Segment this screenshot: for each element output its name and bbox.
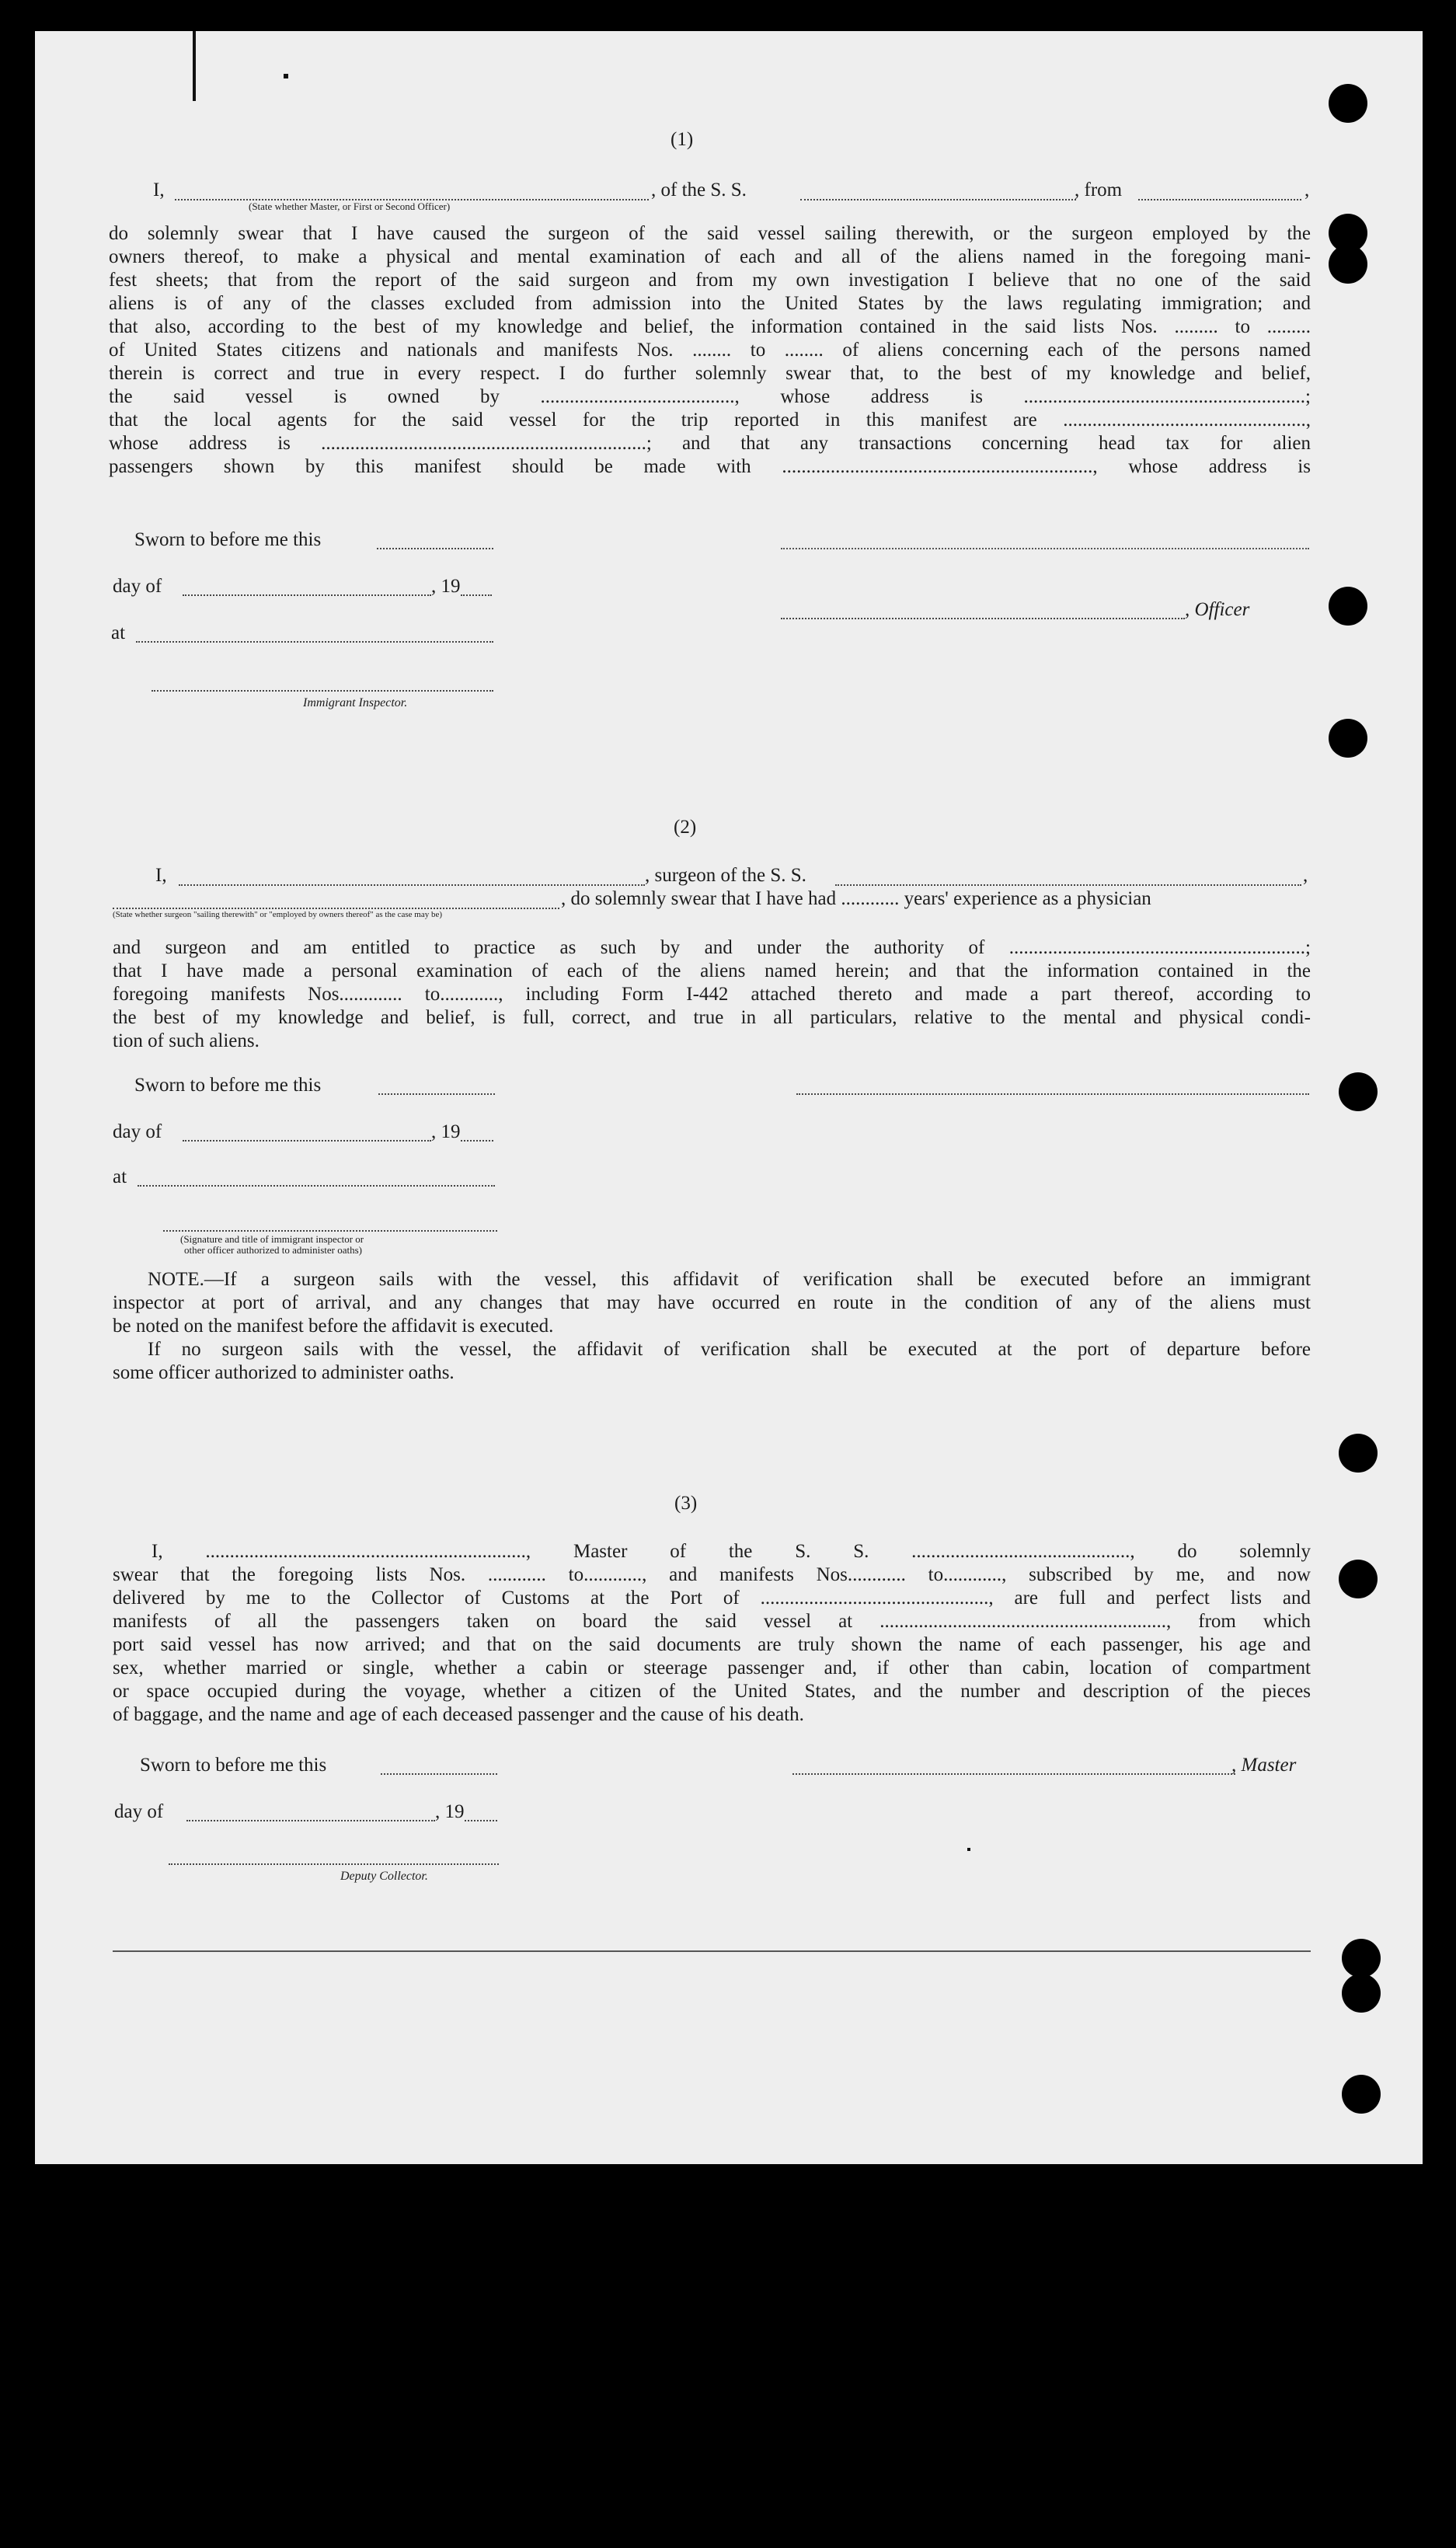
s2-sworn-label: Sworn to before me this <box>134 1075 322 1096</box>
punch-hole <box>1342 1974 1381 2013</box>
s2-at-label: at <box>113 1166 127 1187</box>
s1-line: whose address is ...................................................................; and that any transactions concerning head tax for alien <box>109 433 1311 454</box>
s1-i-label: I, <box>153 180 165 200</box>
punch-hole <box>1329 719 1367 758</box>
s2-line: the best of my knowledge and belief, is full, correct, and true in all particulars, relative to the mental and physical condi- <box>113 1007 1311 1028</box>
bottom-rule <box>113 1950 1311 1952</box>
s3-line: I, .................................................................., Master of the S. S. ............................................., do solemnly <box>152 1541 1311 1562</box>
s2-surgeon-sig-line <box>796 1093 1309 1095</box>
s1-line: fest sheets; that from the report of the said surgeon and from my own investigation I believe that no one of the said <box>109 270 1311 291</box>
s1-sworn-label: Sworn to before me this <box>134 529 322 550</box>
s2-sig-note-2: other officer authorized to administer oaths) <box>184 1244 362 1256</box>
s1-at-label: at <box>111 622 126 643</box>
section-3-number: (3) <box>674 1493 698 1514</box>
s3-sworn-label: Sworn to before me this <box>140 1755 327 1776</box>
ink-mark <box>284 74 288 78</box>
s3-line: swear that the foregoing lists Nos. ............ to............, and manifests Nos............ to............, subscribed by me, and now <box>113 1564 1311 1585</box>
s1-state-note: (State whether Master, or First or Second Officer) <box>249 200 451 212</box>
s2-year-line <box>461 1140 493 1142</box>
s2-day-of-label: day of <box>113 1121 162 1142</box>
s3-master-line <box>792 1773 1235 1775</box>
s3-year-label: , 19 <box>435 1801 465 1822</box>
s1-officer-sig-line <box>781 548 1309 549</box>
s3-line: or space occupied during the voyage, whether a citizen of the United States, and the number and description of the pieces <box>113 1681 1311 1702</box>
s3-day-of-label: day of <box>114 1801 164 1822</box>
s2-surgeon-label: , surgeon of the S. S. <box>645 865 806 886</box>
s2-line2: , do solemnly swear that I have had ............ years' experience as a physician <box>561 888 1151 909</box>
s2-year-label: , 19 <box>431 1121 461 1142</box>
s1-inspector-label: Immigrant Inspector. <box>303 696 408 709</box>
note-line: NOTE.—If a surgeon sails with the vessel, this affidavit of verification shall be executed before an immigrant <box>148 1269 1311 1290</box>
s1-line: therein is correct and true in every respect. I do further solemnly swear that, to the best of my knowledge and belief, <box>109 363 1311 384</box>
s2-ship-line <box>835 884 1301 886</box>
s3-year-line <box>465 1820 497 1821</box>
s3-line: port said vessel has now arrived; and that on the said documents are truly shown the name of each passenger, his age and <box>113 1634 1311 1655</box>
s1-line: aliens is of any of the classes excluded from admission into the United States by the laws regulating immigration; and <box>109 293 1311 314</box>
s1-officer-label: , Officer <box>1185 599 1250 620</box>
s2-line: that I have made a personal examination of each of the aliens named herein; and that the information contained in the <box>113 960 1311 981</box>
s2-state-note: (State whether surgeon "sailing therewith" or "employed by owners thereof" as the case may be) <box>113 910 443 919</box>
s1-line: that also, according to the best of my knowledge and belief, the information contained in the said lists Nos. ......... to ......... <box>109 316 1311 337</box>
punch-hole <box>1342 1939 1381 1978</box>
s1-ship-line <box>800 199 1076 200</box>
s2-end-comma: , <box>1303 865 1308 886</box>
punch-hole <box>1329 587 1367 626</box>
s2-i-label: I, <box>155 865 167 886</box>
s1-at-line <box>136 641 493 643</box>
s2-day-line <box>183 1140 431 1142</box>
s3-day-line <box>186 1820 435 1821</box>
s1-line: that the local agents for the said vessel for the trip reported in this manifest are .................................................., <box>109 410 1311 430</box>
s1-sworn-line <box>377 548 493 549</box>
s1-line: passengers shown by this manifest should be made with ................................................................, whose address is <box>109 456 1311 477</box>
s1-day-line <box>183 594 431 596</box>
punch-hole <box>1339 1434 1378 1473</box>
s1-from-label: , from <box>1075 180 1123 200</box>
s2-name-line <box>179 884 645 886</box>
note-line: inspector at port of arrival, and any changes that may have occurred en route in the condition of any of the aliens must <box>113 1292 1311 1313</box>
s1-of-ss-label: , of the S. S. <box>651 180 747 200</box>
s1-officer-line <box>781 618 1185 619</box>
s2-line: and surgeon and am entitled to practice as such by and under the authority of .............................................................; <box>113 937 1311 958</box>
s2-at-line <box>138 1185 495 1187</box>
s2-line: tion of such aliens. <box>113 1030 260 1051</box>
punch-hole <box>1329 84 1367 123</box>
s1-day-of-label: day of <box>113 576 162 597</box>
s1-line: of United States citizens and nationals and manifests Nos. ........ to ........ of aliens concerning each of the persons named <box>109 340 1311 361</box>
s1-line: the said vessel is owned by ........................................, whose address is ..........................................................; <box>109 386 1311 407</box>
section-2-number: (2) <box>674 817 697 838</box>
s3-line: of baggage, and the name and age of each deceased passenger and the cause of his death. <box>113 1704 804 1725</box>
section-1-number: (1) <box>671 129 694 150</box>
ink-mark <box>967 1848 970 1851</box>
s3-deputy-label: Deputy Collector. <box>340 1870 428 1883</box>
s1-year-line <box>461 594 492 596</box>
ink-mark <box>193 31 196 101</box>
s3-sworn-line <box>381 1773 497 1775</box>
s2-sig-line <box>163 1230 497 1232</box>
note-line: If no surgeon sails with the vessel, the affidavit of verification shall be executed at the port of departure before <box>148 1339 1311 1360</box>
s1-from-line <box>1138 199 1301 200</box>
s1-year-label: , 19 <box>431 576 461 597</box>
s3-line: manifests of all the passengers taken on board the said vessel at ..........................................................., from which <box>113 1611 1311 1632</box>
s1-inspector-sig-line <box>152 690 493 692</box>
note-line: be noted on the manifest before the affidavit is executed. <box>113 1316 554 1337</box>
s1-line: do solemnly swear that I have caused the surgeon of the said vessel sailing therewith, or the surgeon employed by the <box>109 223 1311 244</box>
note-line: some officer authorized to administer oaths. <box>113 1362 455 1383</box>
s2-sworn-line <box>378 1093 495 1095</box>
s1-end-comma: , <box>1304 180 1310 200</box>
s2-sig-note-1: (Signature and title of immigrant inspector or <box>180 1233 364 1245</box>
punch-hole <box>1342 2075 1381 2114</box>
s3-line: delivered by me to the Collector of Customs at the Port of ..............................................., are full and perfect lists and <box>113 1588 1311 1609</box>
punch-hole <box>1339 1560 1378 1598</box>
punch-hole <box>1339 1072 1378 1111</box>
manifest-page <box>35 31 1423 2164</box>
s3-master-label: , Master <box>1231 1755 1297 1776</box>
s3-deputy-sig-line <box>169 1863 499 1865</box>
s1-line: owners thereof, to make a physical and mental examination of each and all of the aliens named in the foregoing mani- <box>109 246 1311 267</box>
s3-line: sex, whether married or single, whether a cabin or steerage passenger and, if other than cabin, location of compartment <box>113 1657 1311 1678</box>
punch-hole <box>1329 245 1367 284</box>
s2-line: foregoing manifests Nos............. to............, including Form I-442 attached thereto and made a part thereof, according to <box>113 984 1311 1005</box>
